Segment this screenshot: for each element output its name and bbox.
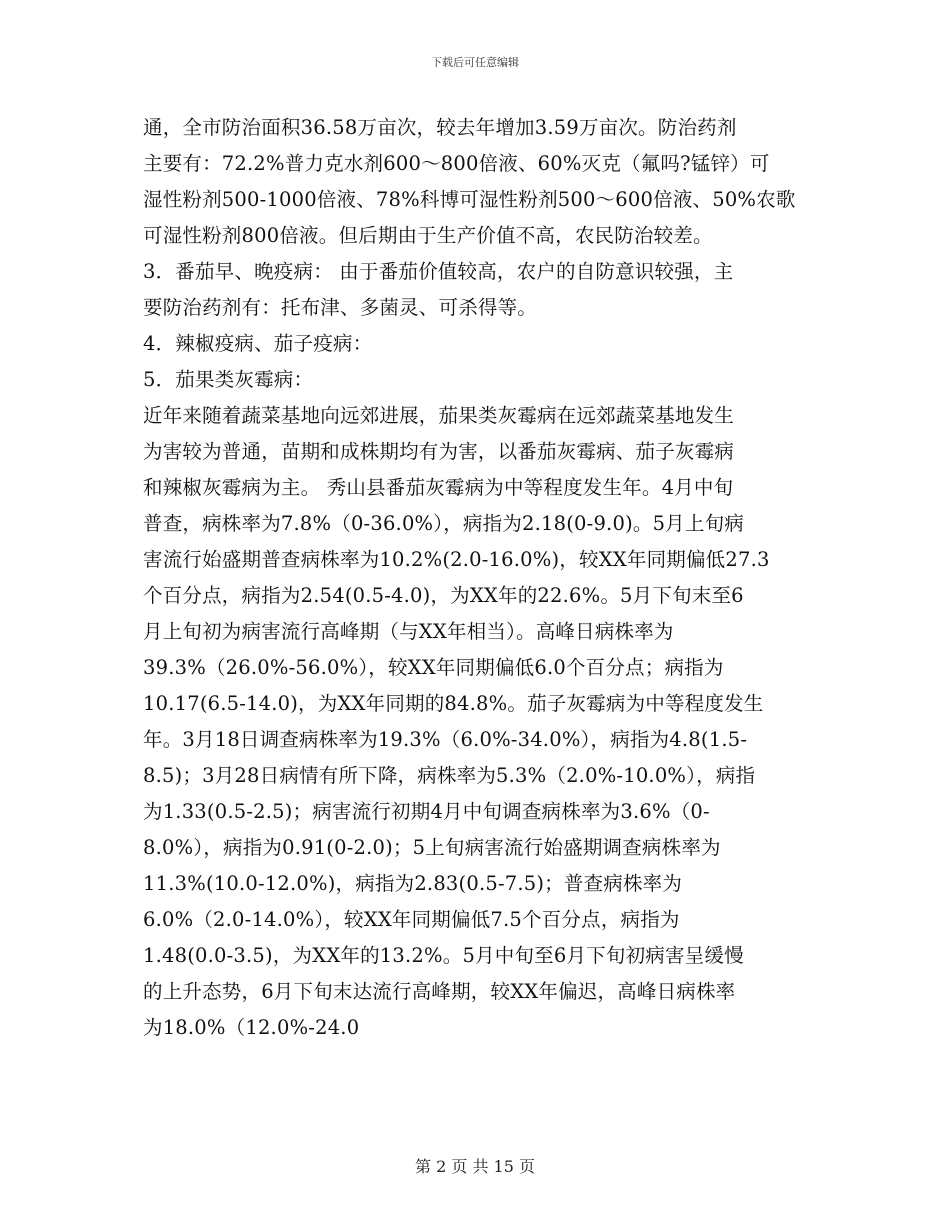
section-heading: 3．番茄早、晚疫病： 由于番茄价值较高，农户的自防意识较强，主 — [143, 260, 734, 283]
text-line: 普查，病株率为7.8%（0-36.0%），病指为2.18(0-9.0)。5月上旬病 — [143, 512, 744, 535]
document-body — [143, 110, 823, 1046]
text-line: 11.3%(10.0-12.0%)，病指为2.83(0.5-7.5)；普查病株率为 — [143, 872, 683, 895]
text-line: 10.17(6.5-14.0)，为XX年同期的84.8%。茄子灰霉病为中等程度发生 — [143, 692, 764, 715]
section-heading: 4．辣椒疫病、茄子疫病： — [143, 332, 373, 355]
text-line: 个百分点，病指为2.54(0.5-4.0)，为XX年的22.6%。5月下旬末至6 — [143, 584, 744, 607]
text-line: 主要有：72.2%普力克水剂600～800倍液、60%灭克（氟吗?锰锌）可 — [143, 152, 770, 175]
text-line: 湿性粉剂500-1000倍液、78%科博可湿性粉剂500～600倍液、50%农歌 — [143, 188, 796, 211]
text-line: 害流行始盛期普查病株率为10.2%(2.0-16.0%)，较XX年同期偏低27.3 — [143, 548, 770, 571]
text-line: 8.5)；3月28日病情有所下降，病株率为5.3%（2.0%-10.0%），病指 — [143, 764, 756, 787]
text-line: 为1.33(0.5-2.5)；病害流行初期4月中旬调查病株率为3.6%（0- — [143, 800, 710, 823]
text-line: 的上升态势，6月下旬末达流行高峰期，较XX年偏迟，高峰日病株率 — [143, 980, 736, 1003]
section-heading: 5．茄果类灰霉病： — [143, 368, 314, 391]
text-line: 39.3%（26.0%-56.0%），较XX年同期偏低6.0个百分点；病指为 — [143, 656, 724, 679]
text-line: 可湿性粉剂800倍液。但后期由于生产价值不高，农民防治较差。 — [143, 224, 713, 247]
text-line: 年。3月18日调查病株率为19.3%（6.0%-34.0%），病指为4.8(1.5- — [143, 728, 748, 751]
text-line: 8.0%），病指为0.91(0-2.0)；5上旬病害流行始盛期调查病株率为 — [143, 836, 721, 859]
text-line: 近年来随着蔬菜基地向远郊进展，茄果类灰霉病在远郊蔬菜基地发生 — [143, 404, 735, 427]
page-footer: 第 2 页 共 15 页 — [415, 1157, 535, 1176]
text-line: 通，全市防治面积36.58万亩次，较去年增加3.59万亩次。防治药剂 — [143, 116, 737, 139]
page-header: 下载后可任意编辑 — [431, 56, 519, 69]
text-line: 6.0%（2.0-14.0%），较XX年同期偏低7.5个百分点，病指为 — [143, 908, 680, 931]
text-line: 要防治药剂有：托布津、多菌灵、可杀得等。 — [143, 296, 538, 319]
text-line: 和辣椒灰霉病为主。 秀山县番茄灰霉病为中等程度发生年。4月中旬 — [143, 476, 734, 499]
text-line: 月上旬初为病害流行高峰期（与XX年相当）。高峰日病株率为 — [143, 620, 674, 643]
text-line: 为害较为普通，苗期和成株期均有为害，以番茄灰霉病、茄子灰霉病 — [143, 440, 735, 463]
text-line: 1.48(0.0-3.5)，为XX年的13.2%。5月中旬至6月下旬初病害呈缓慢 — [143, 944, 744, 967]
text-line: 为18.0%（12.0%-24.0 — [143, 1016, 360, 1039]
